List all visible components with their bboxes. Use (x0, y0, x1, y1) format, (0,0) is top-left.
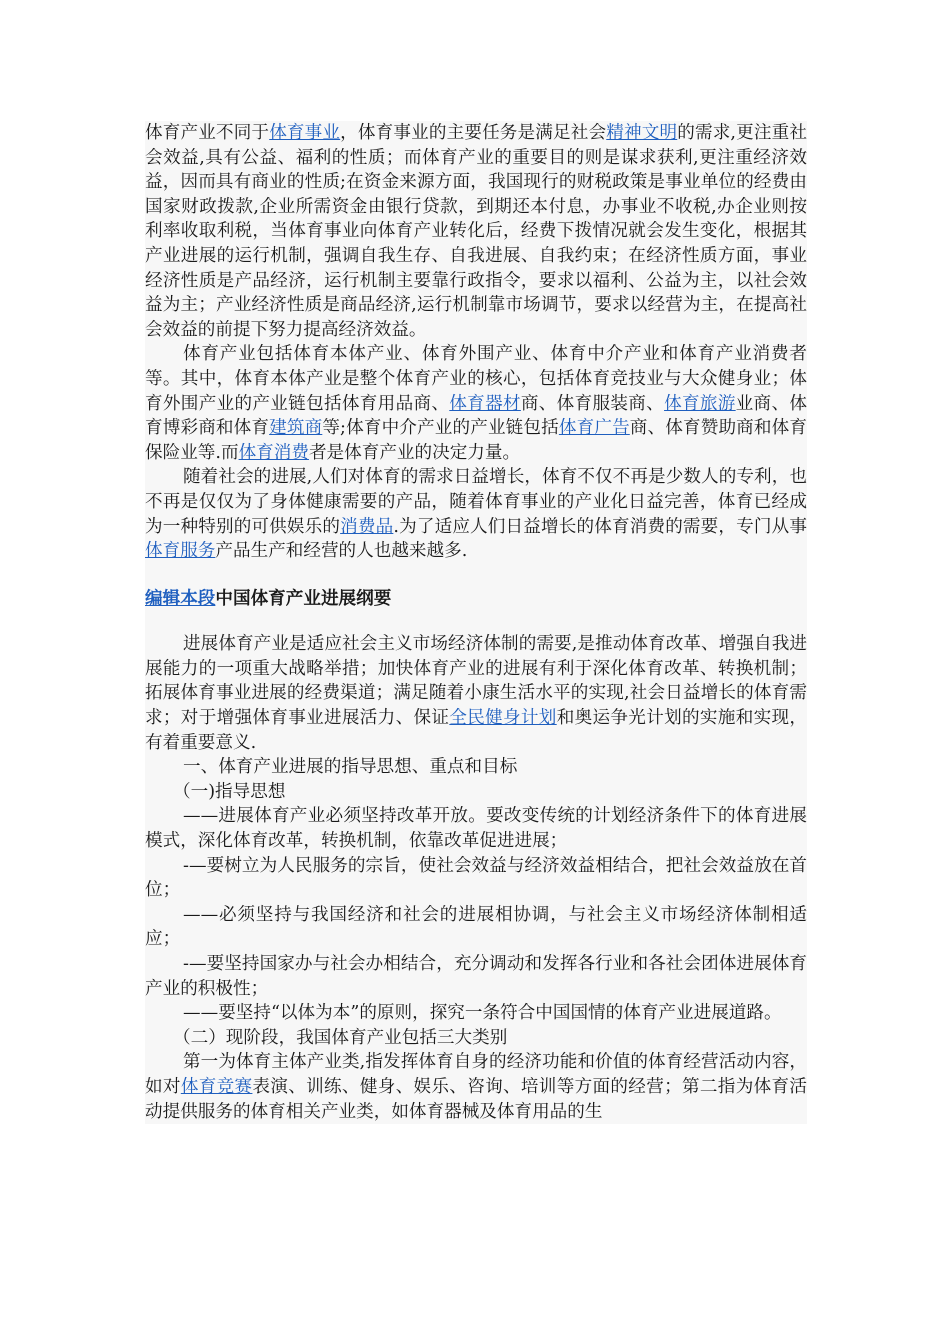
paragraph-social-progress (145, 465, 807, 563)
text: 第一为体育主体产业类,指发挥体育自身的经济功能和价值的体育经营活动内容，如对 (145, 1052, 807, 1097)
text: 随着社会的进展,人们对体育的需求日益增长，体育不仅不再是少数人的专利，也不再是仅仅为了身体健康需要的产品，随着体育事业的产业化日益完善，体育已经成为一种特别的可供娱乐的 (145, 467, 807, 537)
dash-item-serve-people: -—要树立为人民服务的宗旨，使社会效益与经济效益相结合，把社会效益放在首位； (145, 855, 807, 901)
dash-item-reform: ——进展体育产业必须坚持改革开放。要改变传统的计划经济条件下的体育进展模式，深化体育改革，转换机制，依靠改革促进进展； (145, 806, 807, 852)
dash-item-coordinate: ——必须坚持与我国经济和社会的进展相协调，与社会主义市场经济体制相适应； (145, 904, 807, 950)
link-sports-consumption[interactable]: 体育消费 (238, 442, 309, 463)
subheading-guiding-ideas-goals: 一、体育产业进展的指导思想、重点和目标 (183, 757, 518, 778)
link-sports-competition[interactable]: 体育竞赛 (180, 1076, 253, 1097)
link-spiritual-civilization[interactable]: 精神文明 (606, 123, 678, 143)
text: 体育产业不同于 (145, 123, 270, 143)
text: 进展体育产业是适应社会主义市场经济体制的需要,是推动体育改革、增强自我进展能力的一项重大战略举措；加快体育产业的进展有利于深化体育改革、转换机制；拓展体育事业进展的经费渠道；满足随着小康生活水平的实现,社会日益增长的体育需求；对于增强体育事业进展活力、保证 (145, 634, 807, 729)
link-national-fitness-plan[interactable]: 全民健身计划 (449, 708, 557, 729)
paragraph-sports-industry-vs-undertaking (145, 121, 807, 342)
text: 和奥运争光计划的实施和实现，有着重要意义. (145, 708, 807, 753)
section-title: 中国体育产业进展纲要 (215, 588, 392, 609)
spacer (145, 564, 807, 587)
text: .为了适应人们日益增长的体育消费的需要，专门从事 (393, 516, 807, 537)
section-heading (145, 587, 807, 612)
link-sports-equipment[interactable]: 体育器材 (449, 393, 521, 414)
text: 商、体育赞助商和体育保险业等.而 (145, 418, 807, 463)
text: 等;体育中介产业的产业链包括 (322, 418, 559, 439)
text: 表演、训练、健身、娱乐、咨询、培训等方面的经营；第二指为体育活动提供服务的体育相关产业类，如体育器械及体育用品的生 (145, 1076, 807, 1122)
link-consumer-goods[interactable]: 消费品 (340, 516, 394, 537)
link-sports-undertaking[interactable]: 体育事业 (269, 123, 341, 143)
subheading-guiding-ideas: （一)指导思想 (173, 781, 286, 802)
text: 的需求,更注重社会效益,具有公益、福利的性质；而体育产业的重要目的则是谋求获利,更注重经济效益，因而具有商业的性质;在资金来源方面，我国现行的财税政策是事业单位的经费由国家财政拨款,企业所需资金由银行贷款，到期还本付息，办事业不收税,办企业则按利率收取利税，当体育事业向体育产业转化后，经费下拨情况就会发生变化，根据其产业进展的运行机制，强调自我生存、自我进展、自我约束；在经济性质方面，事业经济性质是产品经济，运行机制主要靠行政指令，要求以福利、公益为主，以社会效益为主；产业经济性质是商品经济,运行机制靠市场调节，要求以经营为主，在提高社会效益的前提下努力提高经济效益。 (145, 123, 807, 340)
link-sports-advertising[interactable]: 体育广告 (558, 418, 630, 439)
link-sports-tourism[interactable]: 体育旅游 (664, 393, 736, 414)
paragraph-industry-composition (145, 342, 807, 465)
dash-item-state-and-society: -—要坚持国家办与社会办相结合，充分调动和发挥各行业和各社会团体进展体育产业的积极性； (145, 954, 807, 999)
text: ，体育事业的主要任务是满足社会 (340, 123, 607, 143)
paragraph-categories (145, 1050, 807, 1124)
text: 业商、体育博彩商和体育 (145, 393, 807, 439)
text: 体育产业包括体育本体产业、体育外围产业、体育中介产业和体育产业消费者等。其中，体育本体产业是整个体育产业的核心，包括体育竞技业与大众健身业；体育外围产业的产业链包括体育用品商、 (145, 344, 807, 414)
paragraph-development-significance (145, 632, 807, 755)
subheading-three-categories: （二）现阶段，我国体育产业包括三大类别 (173, 1027, 508, 1048)
link-builders[interactable]: 建筑商 (269, 418, 323, 439)
edit-section-link[interactable]: 编辑本段 (145, 588, 216, 609)
text: 产品生产和经营的人也越来越多. (215, 541, 468, 562)
dash-item-sports-first: ——要坚持“以体为本”的原则，探究一条符合中国国情的体育产业进展道路。 (183, 1003, 782, 1024)
text: 商、体育服装商、 (520, 393, 665, 414)
text: 者是体育产业的决定力量。 (308, 442, 521, 463)
spacer (145, 611, 807, 632)
document-page (145, 121, 807, 1124)
link-sports-services[interactable]: 体育服务 (145, 541, 216, 562)
